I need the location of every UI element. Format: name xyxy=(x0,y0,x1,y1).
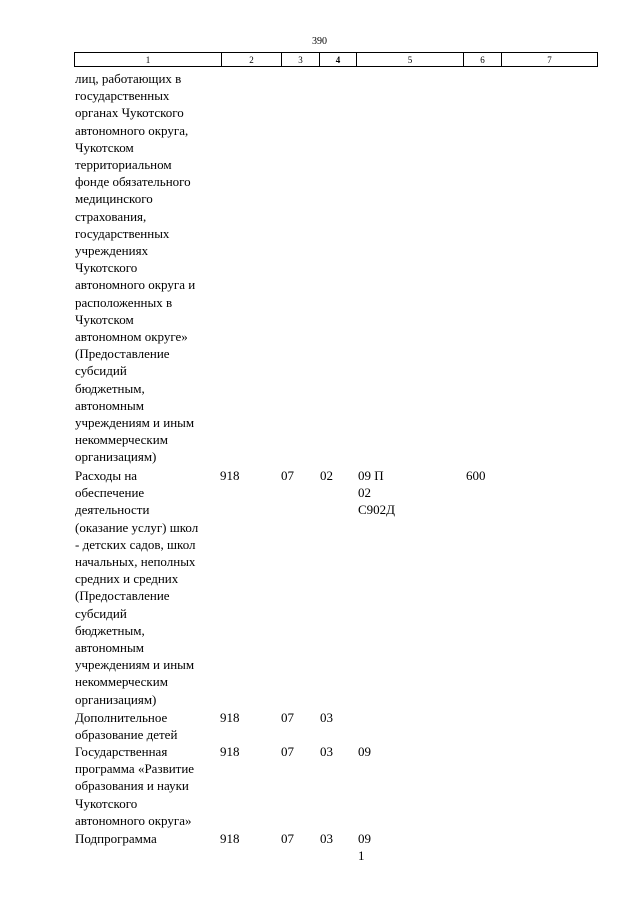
header-col-6: 6 xyxy=(464,53,502,67)
row-name: Расходы на обеспечение деятельности (оказание услуг) школ - детских садов, школ начальных, неполных средних и средних (Предоставление субсидий бюджетным, автономным учреждениям и иным некоммерческим организациям) xyxy=(75,468,199,707)
row-target-article: 09 1 xyxy=(358,831,371,864)
row-ministry-code: 918 xyxy=(220,710,240,725)
row-target-article: 09 П 02 С902Д xyxy=(358,468,396,518)
row-name: Подпрограмма xyxy=(75,831,157,846)
row-subsection-code: 03 xyxy=(320,831,333,846)
header-col-3: 3 xyxy=(282,53,320,67)
row-name: Дополнительное образование детей xyxy=(75,710,178,743)
page-number: 390 xyxy=(312,36,327,47)
header-col-5: 5 xyxy=(357,53,464,67)
row-ministry-code: 918 xyxy=(220,831,240,846)
header-col-7: 7 xyxy=(502,53,598,67)
row-section-code: 07 xyxy=(281,831,294,846)
row-subsection-code: 03 xyxy=(320,710,333,725)
row-section-code: 07 xyxy=(281,468,294,483)
row-section-code: 07 xyxy=(281,744,294,759)
row-expense-type: 600 xyxy=(466,468,486,483)
row-name: Государственная программа «Развитие образования и науки Чукотского автономного округа» xyxy=(75,744,195,828)
row-name: лиц, работающих в государственных органах Чукотского автономного округа, Чукотском территориальном фонде обязательного медицинского страхования, государственных учреждениях Чукотского автономного округа и расположенных в Чукотском автономном округе» (Предоставление субсидий бюджетным, автономным учреждениям и иным некоммерческим организациям) xyxy=(75,71,196,465)
row-ministry-code: 918 xyxy=(220,744,240,759)
header-col-4: 4 xyxy=(320,53,357,67)
row-section-code: 07 xyxy=(281,710,294,725)
table-header xyxy=(74,52,597,67)
row-subsection-code: 03 xyxy=(320,744,333,759)
row-target-article: 09 xyxy=(358,744,371,759)
header-col-1: 1 xyxy=(75,53,222,67)
row-ministry-code: 918 xyxy=(220,468,240,483)
header-col-2: 2 xyxy=(222,53,282,67)
row-subsection-code: 02 xyxy=(320,468,333,483)
